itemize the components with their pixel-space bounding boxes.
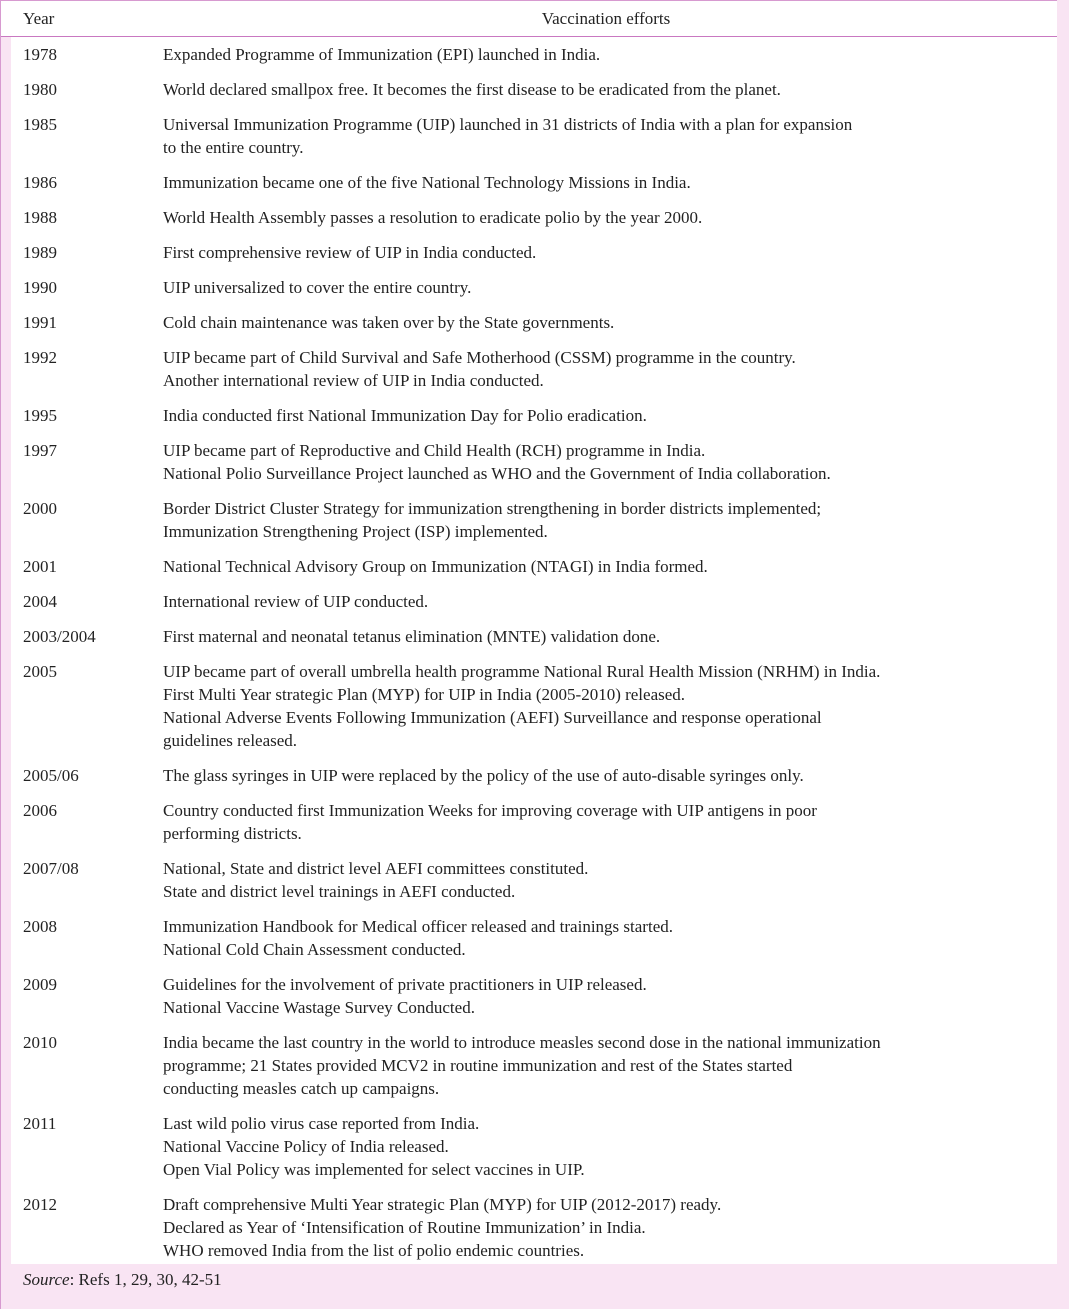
effort-line: The glass syringes in UIP were replaced by the policy of the use of auto-disable syringes only. <box>163 766 804 785</box>
row-efforts <box>163 340 1057 398</box>
row-year: 2007/08 <box>23 859 79 878</box>
effort-line: WHO removed India from the list of polio endemic countries. <box>163 1241 585 1260</box>
effort-line: UIP became part of overall umbrella health programme National Rural Health Mission (NRHM) in India. <box>163 662 881 681</box>
effort-line: Immunization became one of the five National Technology Missions in India. <box>163 173 691 192</box>
effort-line: World Health Assembly passes a resolution to eradicate polio by the year 2000. <box>163 208 703 227</box>
table-row <box>11 654 1057 758</box>
effort-line: Declared as Year of ‘Intensification of Routine Immunization’ in India. <box>163 1218 646 1237</box>
effort-line: National Vaccine Policy of India released. <box>163 1137 449 1156</box>
row-year: 1997 <box>23 441 57 460</box>
table-row <box>11 1106 1057 1187</box>
row-year: 1989 <box>23 243 57 262</box>
table-row <box>11 340 1057 398</box>
row-efforts <box>163 549 1057 584</box>
row-efforts <box>163 72 1057 107</box>
row-year: 2006 <box>23 801 57 820</box>
row-year: 1995 <box>23 406 57 425</box>
row-year: 2005/06 <box>23 766 79 785</box>
row-year: 2009 <box>23 975 57 994</box>
table-row <box>11 398 1057 433</box>
effort-line: Universal Immunization Programme (UIP) launched in 31 districts of India with a plan for expansion <box>163 115 853 134</box>
table-row <box>11 1025 1057 1106</box>
table-row <box>11 200 1057 235</box>
row-efforts <box>163 165 1057 200</box>
effort-line: Country conducted first Immunization Weeks for improving coverage with UIP antigens in poor <box>163 801 817 820</box>
effort-line: performing districts. <box>163 824 302 843</box>
table-row <box>11 1187 1057 1268</box>
row-efforts <box>163 235 1057 270</box>
effort-line: UIP became part of Child Survival and Safe Motherhood (CSSM) programme in the country. <box>163 348 796 367</box>
row-efforts <box>163 758 1057 793</box>
effort-line: Last wild polio virus case reported from India. <box>163 1114 480 1133</box>
row-efforts <box>163 793 1057 851</box>
table-row <box>11 37 1057 72</box>
row-year: 1985 <box>23 115 57 134</box>
source-text: : Refs 1, 29, 30, 42-51 <box>69 1270 222 1289</box>
row-efforts <box>163 967 1057 1025</box>
table-row <box>11 270 1057 305</box>
table-header <box>1 0 1057 37</box>
row-year: 1986 <box>23 173 57 192</box>
effort-line: Cold chain maintenance was taken over by the State governments. <box>163 313 615 332</box>
row-efforts <box>163 619 1057 654</box>
effort-line: National Cold Chain Assessment conducted. <box>163 940 466 959</box>
table-row <box>11 235 1057 270</box>
row-year: 1991 <box>23 313 57 332</box>
effort-line: to the entire country. <box>163 138 304 157</box>
header-efforts: Vaccination efforts <box>541 9 671 28</box>
effort-line: State and district level trainings in AEFI conducted. <box>163 882 516 901</box>
row-efforts <box>163 491 1057 549</box>
header-year: Year <box>23 9 55 28</box>
effort-line: Open Vial Policy was implemented for select vaccines in UIP. <box>163 1160 585 1179</box>
table-row <box>11 72 1057 107</box>
table-row <box>11 549 1057 584</box>
row-year: 2005 <box>23 662 57 681</box>
row-efforts <box>163 200 1057 235</box>
row-efforts <box>163 37 1057 72</box>
effort-line: First comprehensive review of UIP in India conducted. <box>163 243 537 262</box>
effort-line: Draft comprehensive Multi Year strategic Plan (MYP) for UIP (2012-2017) ready. <box>163 1195 722 1214</box>
row-efforts <box>163 1025 1057 1106</box>
effort-line: programme; 21 States provided MCV2 in routine immunization and rest of the States started <box>163 1056 793 1075</box>
row-efforts <box>163 1106 1057 1187</box>
row-year: 1992 <box>23 348 57 367</box>
row-efforts <box>163 584 1057 619</box>
table-row <box>11 793 1057 851</box>
effort-line: UIP universalized to cover the entire country. <box>163 278 472 297</box>
effort-line: Border District Cluster Strategy for immunization strengthening in border districts implemented; <box>163 499 822 518</box>
row-efforts <box>163 433 1057 491</box>
effort-line: International review of UIP conducted. <box>163 592 429 611</box>
table-row <box>11 619 1057 654</box>
effort-line: First maternal and neonatal tetanus elimination (MNTE) validation done. <box>163 627 661 646</box>
row-efforts <box>163 851 1057 909</box>
row-year: 1980 <box>23 80 57 99</box>
table-row <box>11 851 1057 909</box>
row-efforts <box>163 398 1057 433</box>
table-row <box>11 584 1057 619</box>
row-year: 1990 <box>23 278 57 297</box>
source-note <box>23 1270 222 1290</box>
row-efforts <box>163 305 1057 340</box>
effort-line: National Polio Surveillance Project launched as WHO and the Government of India collaboration. <box>163 464 831 483</box>
effort-line: guidelines released. <box>163 731 298 750</box>
effort-line: UIP became part of Reproductive and Child Health (RCH) programme in India. <box>163 441 706 460</box>
table-row <box>11 305 1057 340</box>
table-row <box>11 107 1057 165</box>
row-year: 1988 <box>23 208 57 227</box>
effort-line: National Technical Advisory Group on Immunization (NTAGI) in India formed. <box>163 557 708 576</box>
table-row <box>11 758 1057 793</box>
row-year: 2001 <box>23 557 57 576</box>
row-year: 2012 <box>23 1195 57 1214</box>
effort-line: conducting measles catch up campaigns. <box>163 1079 440 1098</box>
row-efforts <box>163 270 1057 305</box>
row-year: 2000 <box>23 499 57 518</box>
effort-line: World declared smallpox free. It becomes the first disease to be eradicated from the planet. <box>163 80 781 99</box>
table-row <box>11 433 1057 491</box>
row-efforts <box>163 1187 1057 1268</box>
row-year: 2011 <box>23 1114 57 1133</box>
effort-line: First Multi Year strategic Plan (MYP) for UIP in India (2005-2010) released. <box>163 685 686 704</box>
effort-line: National Adverse Events Following Immunization (AEFI) Surveillance and response operational <box>163 708 822 727</box>
effort-line: India became the last country in the world to introduce measles second dose in the national immunization <box>163 1033 881 1052</box>
effort-line: Another international review of UIP in India conducted. <box>163 371 544 390</box>
effort-line: Immunization Strengthening Project (ISP) implemented. <box>163 522 548 541</box>
table-body <box>11 37 1057 1264</box>
effort-line: National, State and district level AEFI committees constituted. <box>163 859 589 878</box>
table-row <box>11 909 1057 967</box>
effort-line: Immunization Handbook for Medical officer released and trainings started. <box>163 917 673 936</box>
effort-line: Guidelines for the involvement of private practitioners in UIP released. <box>163 975 647 994</box>
effort-line: Expanded Programme of Immunization (EPI) launched in India. <box>163 45 601 64</box>
effort-line: National Vaccine Wastage Survey Conducted. <box>163 998 475 1017</box>
row-year: 2003/2004 <box>23 627 96 646</box>
row-year: 2004 <box>23 592 57 611</box>
table-row <box>11 967 1057 1025</box>
table-row <box>11 491 1057 549</box>
source-label: Source <box>23 1270 70 1289</box>
row-efforts <box>163 107 1057 165</box>
row-efforts <box>163 654 1057 758</box>
row-year: 2008 <box>23 917 57 936</box>
row-year: 1978 <box>23 45 57 64</box>
table-row <box>11 165 1057 200</box>
effort-line: India conducted first National Immunization Day for Polio eradication. <box>163 406 647 425</box>
row-year: 2010 <box>23 1033 57 1052</box>
row-efforts <box>163 909 1057 967</box>
